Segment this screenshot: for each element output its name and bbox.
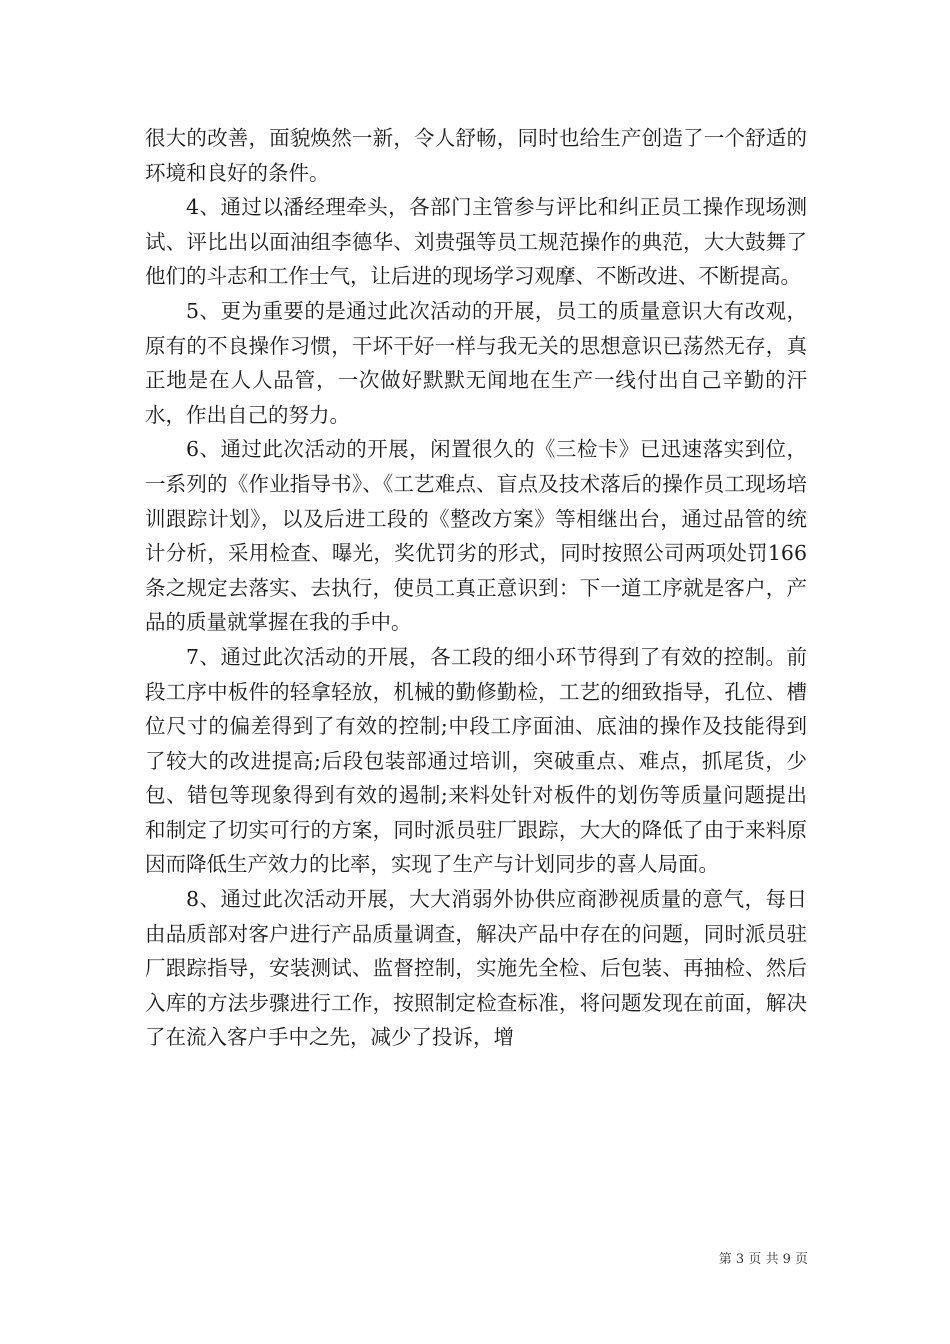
paragraph-item-7: 7、通过此次活动的开展，各工段的细小环节得到了有效的控制。前段工序中板件的轻拿轻放，机械的勤修勤检，工艺的细致指导，孔位、槽位尺寸的偏差得到了有效的控制;中段工序面油、底油的操作及技能得到了较大的改进提高;后段包装部通过培训，突破重点、难点，抓尾货，少包、错包等现象得到有效的遏制;来料处针对板件的划伤等质量问题提出和制定了切实可行的方案，同时派员驻厂跟踪，大大的降低了由于来料原因而降低生产效力的比率，实现了生产与计划同步的喜人局面。 <box>145 644 807 877</box>
paragraph-item-5: 5、更为重要的是通过此次活动的开展，员工的质量意识大有改观，原有的不良操作习惯，干坏干好一样与我无关的思想意识已荡然无存，真正地是在人人品管，一次做好默默无闻地在生产一线付出自己辛勤的汗水，作出自己的努力。 <box>145 298 807 427</box>
page-number-footer: 第 3 页 共 9 页 <box>718 1252 808 1267</box>
paragraph-item-4: 4、通过以潘经理牵头，各部门主管参与评比和纠正员工操作现场测试、评比出以面油组李德华、刘贵强等员工规范操作的典范，大大鼓舞了他们的斗志和工作士气，让后进的现场学习观摩、不断改进、不断提高。 <box>145 195 807 289</box>
paragraph-item-8: 8、通过此次活动开展，大大消弱外协供应商渺视质量的意气，每日由品质部对客户进行产品质量调查，解决产品中存在的问题，同时派员驻厂跟踪指导，安装测试、监督控制，实施先全检、后包装、再抽检、然后入库的方法步骤进行工作，按照制定检查标准，将问题发现在前面，解决了在流入客户手中之先，减少了投诉，增 <box>145 887 807 1050</box>
document-body <box>145 121 807 1055</box>
paragraph-continuation: 很大的改善，面貌焕然一新，令人舒畅，同时也给生产创造了一个舒适的环境和良好的条件。 <box>145 126 807 185</box>
paragraph-item-6: 6、通过此次活动的开展，闲置很久的《三检卡》已迅速落实到位，一系列的《作业指导书》、《工艺难点、盲点及技术落后的操作员工现场培训跟踪计划》，以及后进工段的《整改方案》等相继出台，通过品管的统计分析，采用检查、曝光，奖优罚劣的形式，同时按照公司两项处罚166条之规定去落实、去执行，使员工真正意识到：下一道工序就是客户，产品的质量就掌握在我的手中。 <box>145 437 807 635</box>
